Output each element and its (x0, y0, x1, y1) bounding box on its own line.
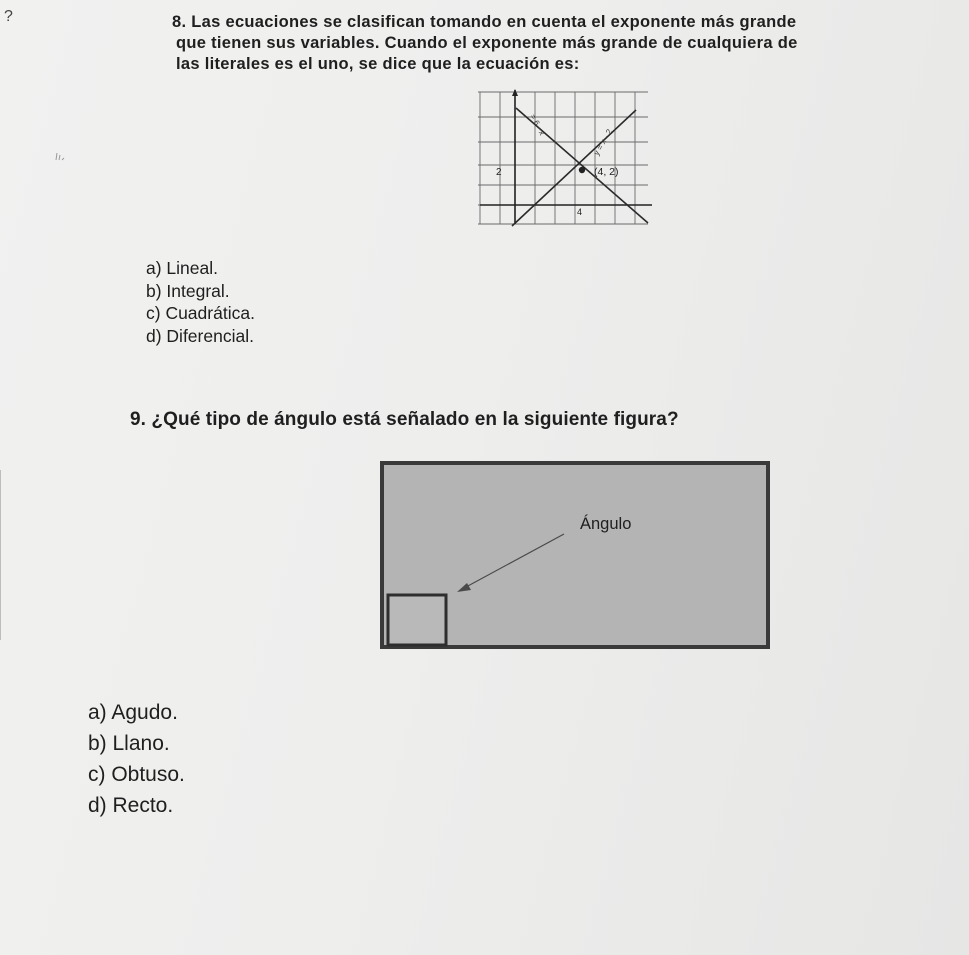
angle-figure (380, 459, 774, 653)
angle-label: Ángulo (580, 515, 632, 533)
equation-graph (478, 88, 652, 228)
question-8-line-1: 8. Las ecuaciones se clasifican tomando en cuenta el exponente más grande (172, 13, 797, 31)
option-8a[interactable]: a) Lineal. (146, 258, 218, 278)
question-8-text (172, 12, 957, 75)
option-9a[interactable]: a) Agudo. (88, 701, 178, 724)
option-9d[interactable]: d) Recto. (88, 794, 174, 817)
right-angle-square (388, 595, 446, 645)
pencil-mark (54, 152, 68, 162)
corner-mark: ? (4, 8, 13, 25)
point-label: (4, 2) (594, 166, 619, 178)
option-9b[interactable]: b) Llano. (88, 732, 170, 755)
line-label-decreasing: = 6 - x (528, 112, 547, 137)
option-8d[interactable]: d) Diferencial. (146, 325, 254, 346)
question-8-line-2: que tienen sus variables. Cuando el exponente más grande de cualquiera de (176, 34, 798, 52)
line-label-increasing: y = x - 2 (591, 127, 615, 157)
question-8-options (146, 257, 255, 347)
y-tick-label: 2 (496, 167, 502, 178)
option-9c[interactable]: c) Obtuso. (88, 763, 185, 786)
margin-line (0, 470, 5, 640)
option-8c[interactable]: c) Cuadrática. (146, 303, 255, 323)
option-8b[interactable]: b) Integral. (146, 280, 230, 301)
intersection-point (579, 167, 585, 173)
y-axis-arrow (512, 89, 518, 96)
question-9-options (88, 697, 185, 821)
question-9-text: 9. ¿Qué tipo de ángulo está señalado en la siguiente figura? (130, 409, 679, 430)
x-tick-label: 4 (577, 207, 583, 217)
graph-grid (478, 92, 648, 224)
question-8-line-3: las literales es el uno, se dice que la ecuación es: (176, 55, 580, 73)
